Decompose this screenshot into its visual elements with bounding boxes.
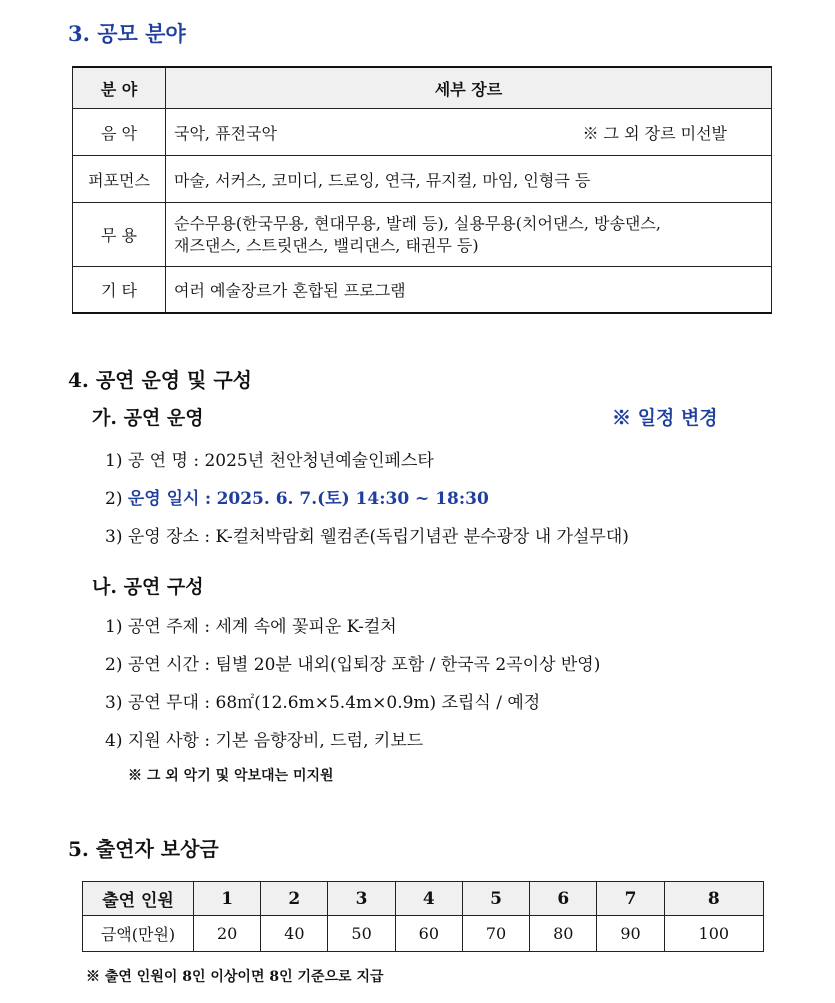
item-label: 공연 주제 bbox=[127, 617, 199, 637]
genre-detail-music-text: 국악, 퓨전국악 bbox=[174, 123, 277, 143]
item-number: 2) bbox=[105, 655, 123, 675]
genre-header-category: 분 야 bbox=[73, 67, 166, 109]
amount-cell: 90 bbox=[597, 916, 664, 952]
schedule-change-notice: ※ 일정 변경 bbox=[612, 407, 718, 429]
table-row bbox=[73, 156, 772, 203]
row-label-amount: 금액(만원) bbox=[83, 916, 194, 952]
item-value: 2025년 천안청년예술인페스타 bbox=[204, 451, 434, 471]
genre-detail-music bbox=[166, 109, 772, 156]
genre-category-dance: 무 용 bbox=[73, 203, 166, 267]
compensation-amount-row bbox=[83, 916, 764, 952]
genre-detail-performance: 마술, 서커스, 코미디, 드로잉, 연극, 뮤지컬, 마임, 인형극 등 bbox=[166, 156, 772, 203]
count-cell: 4 bbox=[395, 882, 462, 916]
item-number: 4) bbox=[105, 731, 123, 751]
operation-item-3 bbox=[105, 522, 629, 547]
item-separator: : bbox=[193, 451, 200, 471]
section5-title: 5. 출연자 보상금 bbox=[68, 837, 219, 861]
item-label: 공연 시간 bbox=[127, 655, 199, 675]
genre-detail-dance bbox=[166, 203, 772, 267]
composition-item-2 bbox=[105, 650, 600, 675]
genre-category-music: 음 악 bbox=[73, 109, 166, 156]
genre-detail-dance-line1: 순수무용(한국무용, 현대무용, 발레 등), 실용무용(치어댄스, 방송댄스, bbox=[174, 213, 661, 233]
item-number: 3) bbox=[105, 527, 123, 547]
compensation-table bbox=[82, 881, 764, 952]
item-separator: : bbox=[204, 655, 211, 675]
item-value: 기본 음향장비, 드럼, 키보드 bbox=[215, 731, 424, 751]
item-value: 팀별 20분 내외(입퇴장 포함 / 한국곡 2곡이상 반영) bbox=[215, 655, 601, 675]
subsection-a-title: 가. 공연 운영 bbox=[92, 407, 204, 429]
item-label: 운영 일시 bbox=[127, 489, 200, 509]
item-label: 공 연 명 bbox=[127, 451, 188, 471]
genre-table bbox=[72, 66, 772, 314]
amount-cell: 20 bbox=[194, 916, 261, 952]
item-value: K-컬처박람회 웰컴존(독립기념관 분수광장 내 가설무대) bbox=[215, 527, 629, 547]
genre-header-detail: 세부 장르 bbox=[166, 67, 772, 109]
item-separator: : bbox=[204, 731, 211, 751]
operation-item-2 bbox=[105, 484, 489, 509]
item-value: 68㎡(12.6m×5.4m×0.9m) 조립식 / 예정 bbox=[215, 693, 541, 713]
table-row bbox=[73, 267, 772, 313]
composition-item-3 bbox=[105, 688, 540, 713]
count-cell: 6 bbox=[530, 882, 597, 916]
item-label: 공연 무대 bbox=[127, 693, 199, 713]
item-separator: : bbox=[204, 617, 211, 637]
table-row bbox=[73, 109, 772, 156]
amount-cell: 100 bbox=[664, 916, 763, 952]
count-cell: 5 bbox=[462, 882, 529, 916]
item-label: 지원 사항 bbox=[127, 731, 199, 751]
genre-music-note: ※ 그 외 장르 미선발 bbox=[582, 123, 727, 143]
compensation-header-row bbox=[83, 882, 764, 916]
table-row bbox=[73, 203, 772, 267]
header-performer-count: 출연 인원 bbox=[83, 882, 194, 916]
genre-detail-dance-line2: 재즈댄스, 스트릿댄스, 밸리댄스, 태권무 등) bbox=[174, 235, 479, 255]
genre-category-etc: 기 타 bbox=[73, 267, 166, 313]
genre-table-header bbox=[73, 67, 772, 109]
count-cell: 7 bbox=[597, 882, 664, 916]
section3-title: 3. 공모 분야 bbox=[68, 21, 186, 46]
item-number: 3) bbox=[105, 693, 123, 713]
item-number: 1) bbox=[105, 451, 123, 471]
genre-detail-etc: 여러 예술장르가 혼합된 프로그램 bbox=[166, 267, 772, 313]
item-value: 2025. 6. 7.(토) 14:30 ~ 18:30 bbox=[216, 489, 489, 509]
item-number: 2) bbox=[105, 489, 123, 509]
count-cell: 8 bbox=[664, 882, 763, 916]
item-separator: : bbox=[204, 527, 211, 547]
amount-cell: 70 bbox=[462, 916, 529, 952]
compensation-note: ※ 출연 인원이 8인 이상이면 8인 기준으로 지급 bbox=[86, 969, 384, 985]
composition-item-1 bbox=[105, 612, 397, 637]
count-cell: 2 bbox=[261, 882, 328, 916]
item-separator: : bbox=[204, 489, 212, 509]
amount-cell: 50 bbox=[328, 916, 395, 952]
instrument-note: ※ 그 외 악기 및 악보대는 미지원 bbox=[128, 768, 334, 784]
item-label: 운영 장소 bbox=[127, 527, 199, 547]
amount-cell: 80 bbox=[530, 916, 597, 952]
item-separator: : bbox=[204, 693, 211, 713]
composition-item-4 bbox=[105, 726, 423, 751]
genre-category-performance: 퍼포먼스 bbox=[73, 156, 166, 203]
amount-cell: 60 bbox=[395, 916, 462, 952]
amount-cell: 40 bbox=[261, 916, 328, 952]
section4-title: 4. 공연 운영 및 구성 bbox=[68, 368, 252, 392]
count-cell: 3 bbox=[328, 882, 395, 916]
operation-item-1 bbox=[105, 446, 434, 471]
count-cell: 1 bbox=[194, 882, 261, 916]
subsection-b-title: 나. 공연 구성 bbox=[92, 576, 204, 598]
item-value: 세계 속에 꽃피운 K-컬처 bbox=[215, 617, 397, 637]
item-number: 1) bbox=[105, 617, 123, 637]
